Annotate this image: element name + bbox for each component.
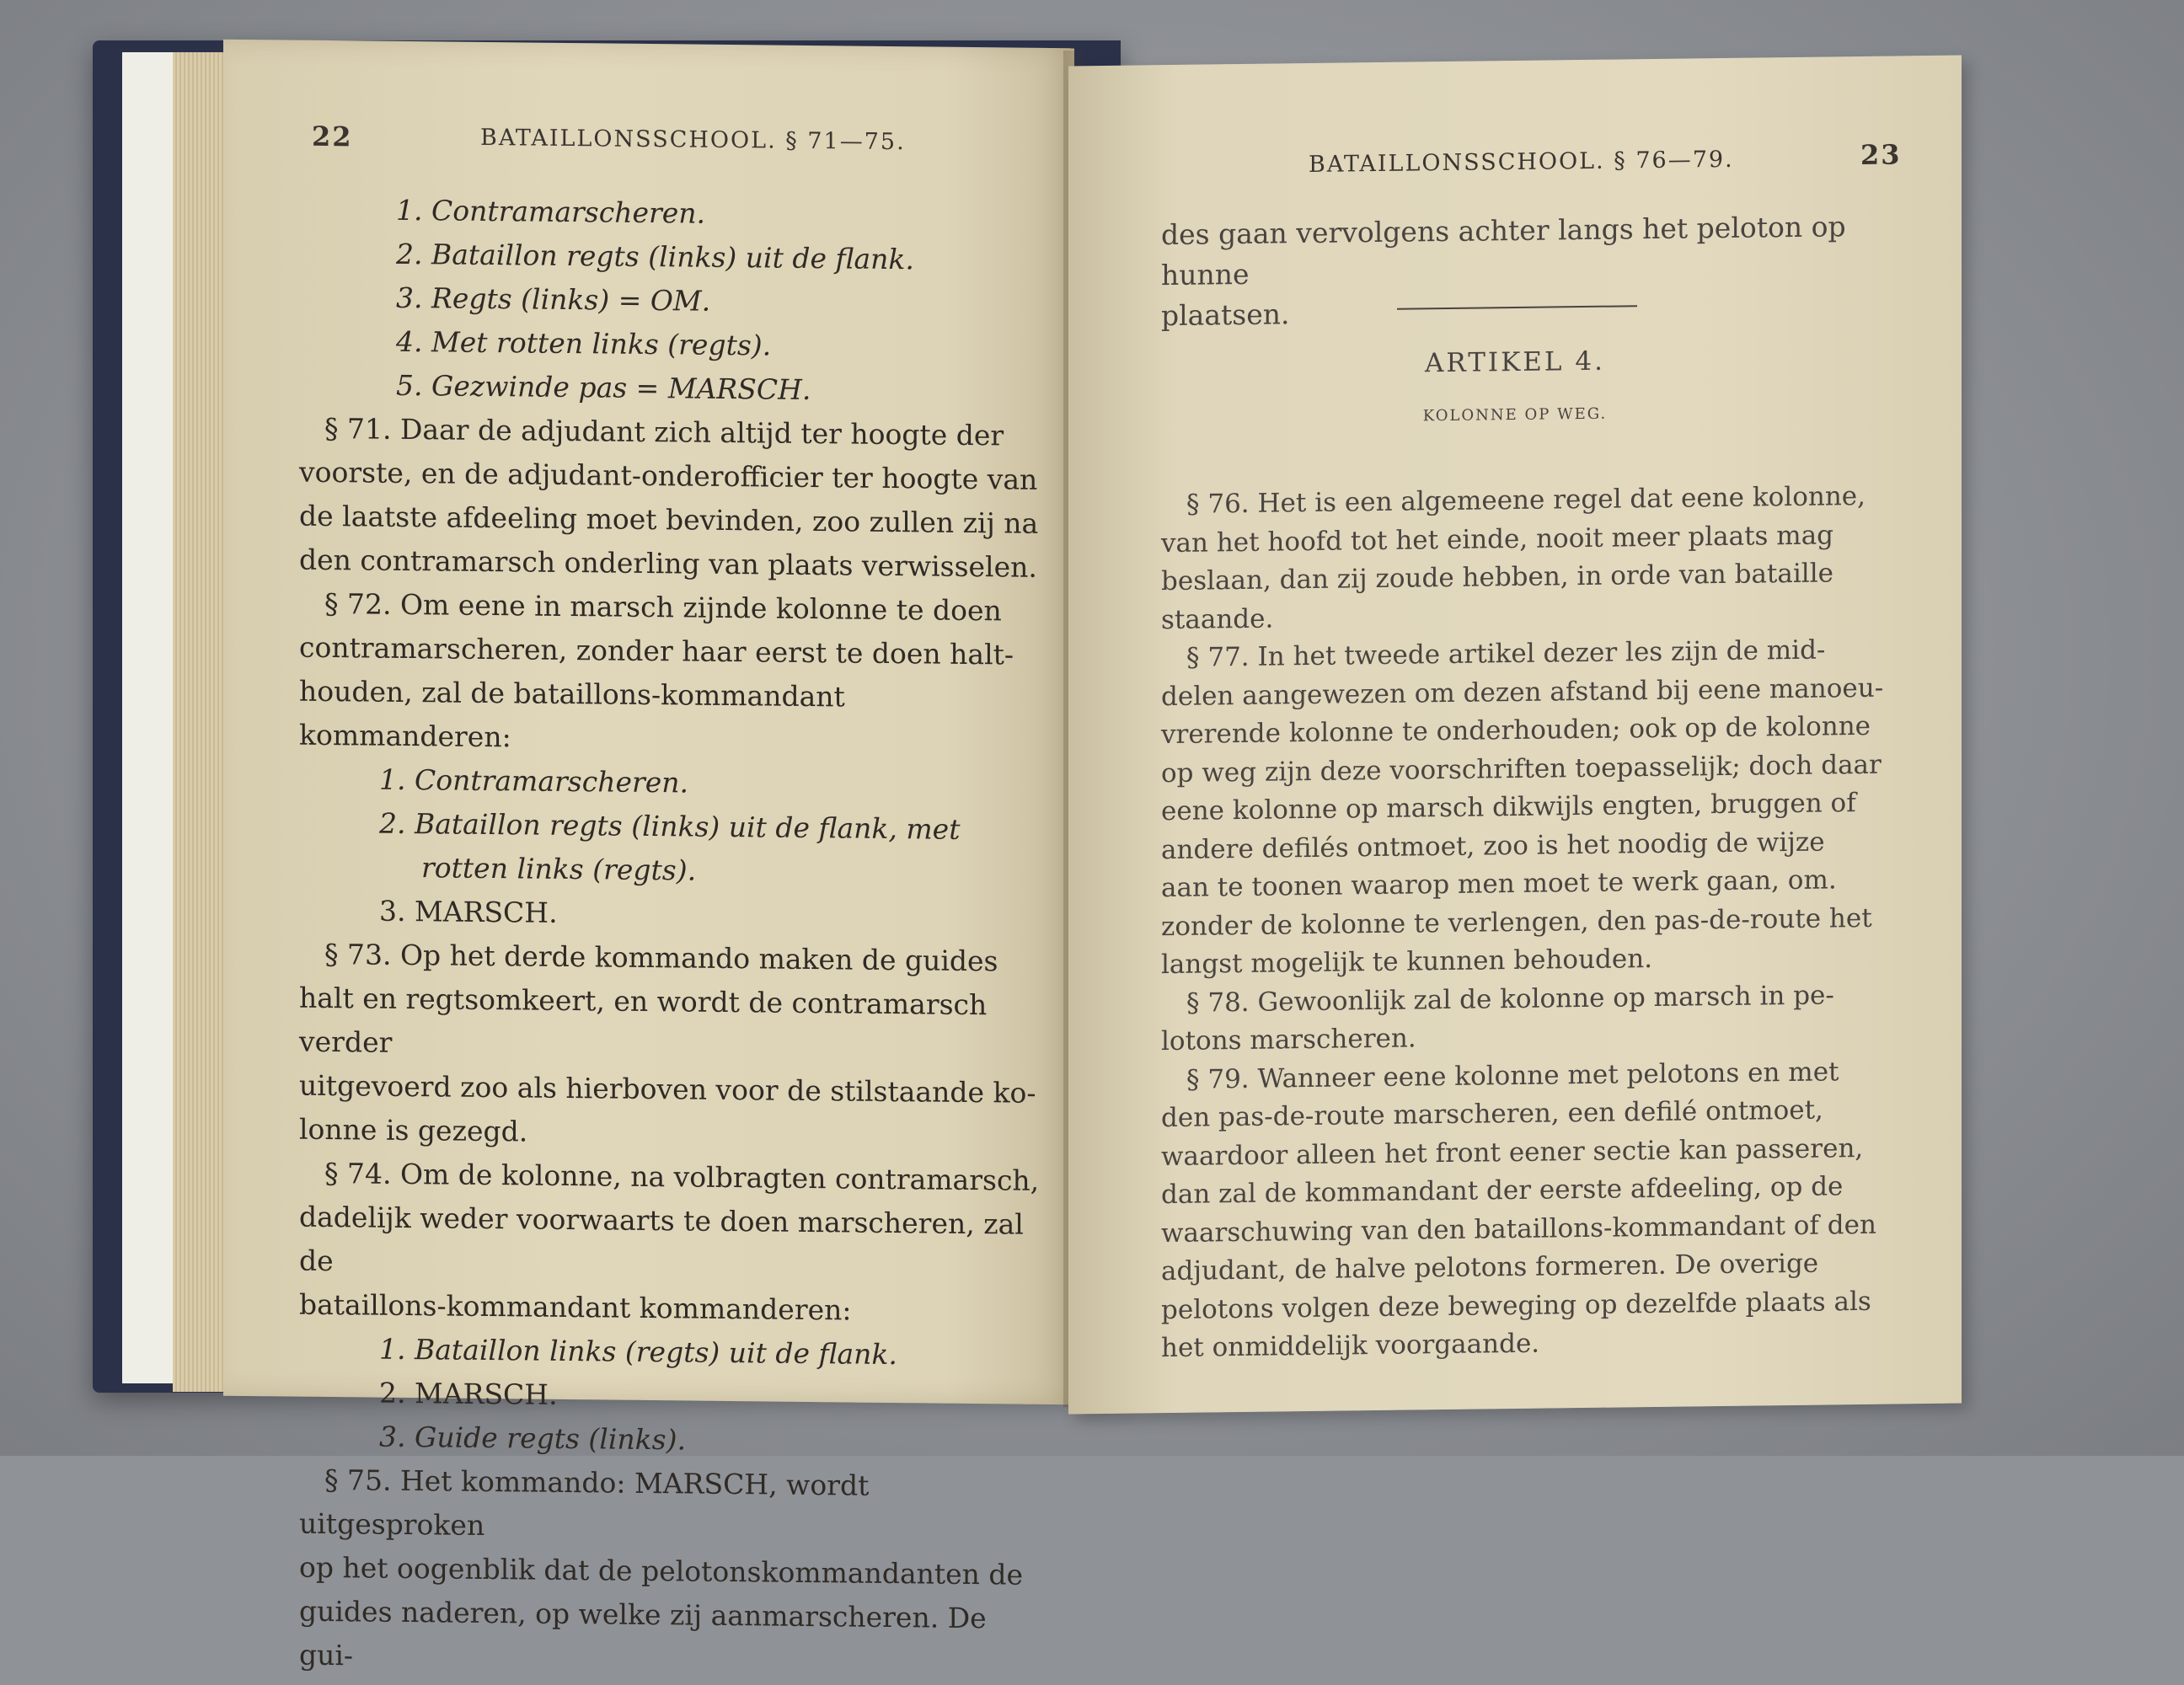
paragraph-line: § 72. Om eene in marsch zijnde kolonne te doen xyxy=(324,586,1002,628)
paragraph-line: het onmiddelijk voorgaande. xyxy=(1161,1328,1540,1364)
command-line: 5. Gezwinde pas = MARSCH. xyxy=(396,368,811,407)
paragraph-line: lonne is gezegd. xyxy=(299,1112,528,1148)
paragraph-line: langst mogelijk te kunnen behouden. xyxy=(1161,944,1653,981)
left-running-header: BATAILLONSSCHOOL. § 71—75. xyxy=(480,124,906,156)
paragraph-line: vrerende kolonne te onderhouden; ook op de kolonne xyxy=(1161,710,1871,751)
paragraph-line: andere defilés ontmoet, zoo is het noodig de wijze xyxy=(1161,826,1825,865)
command-line: rotten links (regts). xyxy=(421,851,697,887)
paragraph-line: § 73. Op het derde kommando maken de guides xyxy=(324,937,998,978)
right-intro xyxy=(1161,206,1919,336)
paragraph-line: § 77. In het tweede artikel dezer les zijn de mid- xyxy=(1186,634,1826,673)
paragraph-line: des gaan vervolgens achter langs het peloton op hunne xyxy=(1161,210,1846,292)
paragraph-line: waarschuwing van den bataillons-kommandant of den xyxy=(1161,1209,1876,1249)
paragraph-line: adjudant, de halve pelotons formeren. De overige xyxy=(1161,1248,1819,1287)
paragraph-line: § 71. Daar de adjudant zich altijd ter hoogte der xyxy=(324,411,1004,452)
command-line: 1. Bataillon links (regts) uit de flank. xyxy=(379,1332,897,1372)
paragraph-line: § 75. Het kommando: MARSCH, wordt uitgesproken xyxy=(299,1463,870,1542)
left-page xyxy=(223,40,1074,1672)
section-subheading: KOLONNE OP WEG. xyxy=(1422,404,1608,425)
command-line: 2. Bataillon regts (links) uit de flank, met xyxy=(379,806,961,846)
paragraph-line: den pas-de-route marscheren, een defilé ontmoet, xyxy=(1161,1094,1823,1134)
paragraph-line: eene kolonne op marsch dikwijls engten, bruggen of xyxy=(1161,788,1856,827)
right-page xyxy=(1068,56,1962,1415)
command-line: 1. Contramarscheren. xyxy=(379,762,689,800)
right-body xyxy=(1161,477,1919,1367)
paragraph-line: aan te toonen waarop men moet te werk gaan, om. xyxy=(1161,864,1837,904)
paragraph-line: beslaan, dan zij zoude hebben, in orde van bataille xyxy=(1161,558,1833,597)
paragraph-line: bataillons-kommandant kommanderen: xyxy=(299,1287,852,1327)
paragraph-line: zonder de kolonne te verlengen, den pas-de-route het xyxy=(1161,902,1872,942)
command-line: 2. Bataillon regts (links) uit de flank. xyxy=(396,237,914,276)
paragraph-line: § 76. Het is een algemeene regel dat eene kolonne, xyxy=(1186,480,1866,520)
left-body xyxy=(299,188,1041,1685)
paragraph-line: contramarscheren, zonder haar eerst te doen halt- xyxy=(299,630,1014,671)
paragraph-line: waardoor alleen het front eener sectie kan passeren, xyxy=(1161,1132,1864,1172)
left-page-number: 22 xyxy=(312,120,353,153)
command-line: 2. MARSCH. xyxy=(379,1376,558,1411)
paragraph-line: dan zal de kommandant der eerste afdeeling, op de xyxy=(1161,1171,1844,1211)
paragraph-line: § 74. Om de kolonne, na volbragten contramarsch, xyxy=(324,1156,1040,1197)
paragraph-line: guides naderen, op welke zij aanmarscheren. De gui- xyxy=(299,1594,987,1672)
right-running-header: BATAILLONSSCHOOL. § 76—79. xyxy=(1309,146,1734,178)
paragraph-line: plaatsen. xyxy=(1161,297,1290,333)
paragraph-line: pelotons volgen deze beweging op dezelfde plaats als xyxy=(1161,1286,1871,1325)
paragraph-line: § 78. Gewoonlijk zal de kolonne op marsch in pe- xyxy=(1186,979,1834,1019)
paragraph-line: staande. xyxy=(1161,603,1274,635)
command-line: 1. Contramarscheren. xyxy=(396,193,706,230)
paragraph-line: halt en regtsomkeert, en wordt de contramarsch verder xyxy=(299,981,988,1059)
command-line: 3. Regts (links) = OM. xyxy=(396,281,711,318)
paragraph-line: delen aangewezen om dezen afstand bij eene manoeu- xyxy=(1161,672,1884,712)
paragraph-line: lotons marscheren. xyxy=(1161,1023,1416,1057)
right-page-number: 23 xyxy=(1860,138,1902,171)
paragraph-line: dadelijk weder voorwaarts te doen marscheren, zal de xyxy=(299,1200,1024,1278)
paragraph-line: van het hoofd tot het einde, nooit meer plaats mag xyxy=(1161,519,1834,559)
paragraph-line: § 79. Wanneer eene kolonne met pelotons en met xyxy=(1186,1056,1839,1095)
paragraph-line: houden, zal de bataillons-kommandant kommanderen: xyxy=(299,674,845,754)
paragraph-line: op weg zijn deze voorschriften toepasselijk; doch daar xyxy=(1161,749,1882,789)
command-line: 4. Met rotten links (regts). xyxy=(396,324,772,362)
command-line: 3. MARSCH. xyxy=(379,894,558,929)
paragraph-line: de laatste afdeeling moet bevinden, zoo zullen zij na xyxy=(299,499,1039,540)
paragraph-line: op het oogenblik dat de pelotonskommandanten de xyxy=(299,1550,1024,1591)
paragraph-line: den contramarsch onderling van plaats verwisselen. xyxy=(299,543,1037,584)
paragraph-line: voorste, en de adjudant-onderofficier ter hoogte van xyxy=(299,455,1038,496)
paragraph-line: uitgevoerd zoo als hierboven voor de stilstaande ko- xyxy=(299,1068,1036,1110)
article-heading: ARTIKEL 4. xyxy=(1425,345,1605,379)
command-line: 3. Guide regts (links). xyxy=(379,1420,686,1457)
